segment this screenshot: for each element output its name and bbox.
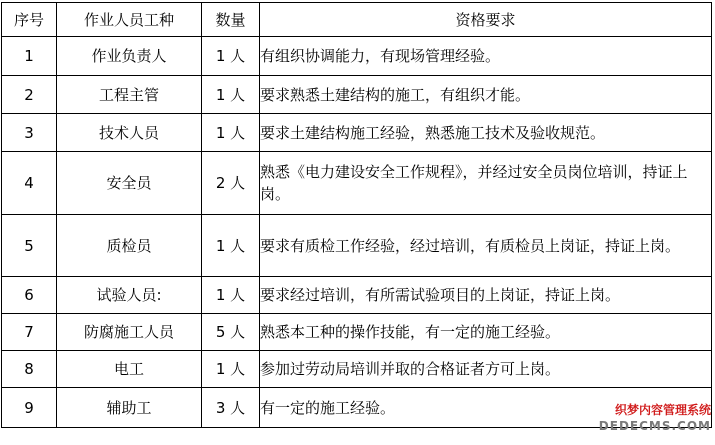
row-qty: 1 人: [202, 277, 260, 314]
row-requirement: 熟悉《电力建设安全工作规程》，并经过安全员岗位培训，持证上岗。: [260, 152, 712, 215]
row-qty: 1 人: [202, 76, 260, 114]
table-row: [2, 277, 712, 314]
row-requirement: 要求熟悉土建结构的施工，有组织才能。: [260, 76, 712, 114]
row-role: 技术人员: [57, 114, 202, 152]
table-row: [2, 351, 712, 388]
staff-qualification-table: [1, 2, 712, 428]
row-num: 4: [2, 152, 57, 215]
row-role: 质检员: [57, 215, 202, 277]
table-row: [2, 215, 712, 277]
row-requirement: 有一定的施工经验。: [260, 388, 712, 428]
row-requirement: 参加过劳动局培训并取的合格证者方可上岗。: [260, 351, 712, 388]
row-role: 试验人员:: [57, 277, 202, 314]
row-qty: 5 人: [202, 314, 260, 351]
row-qty: 1 人: [202, 37, 260, 76]
row-num: 8: [2, 351, 57, 388]
table-row: [2, 114, 712, 152]
row-requirement: 要求经过培训，有所需试验项目的上岗证，持证上岗。: [260, 277, 712, 314]
row-num: 2: [2, 76, 57, 114]
table-header-row: [2, 3, 712, 37]
row-role: 安全员: [57, 152, 202, 215]
row-role: 防腐施工人员: [57, 314, 202, 351]
table-row: [2, 37, 712, 76]
watermark-cn-text: 织梦内容管理系统: [614, 403, 711, 417]
header-qty: 数量: [202, 3, 260, 37]
header-num: 序号: [2, 3, 57, 37]
table-row: [2, 314, 712, 351]
header-requirements: 资格要求: [260, 3, 712, 37]
row-num: 9: [2, 388, 57, 428]
row-num: 6: [2, 277, 57, 314]
row-num: 7: [2, 314, 57, 351]
table-row: [2, 152, 712, 215]
row-qty: 1 人: [202, 215, 260, 277]
row-qty: 1 人: [202, 114, 260, 152]
row-role: 辅助工: [57, 388, 202, 428]
row-qty: 2 人: [202, 152, 260, 215]
row-num: 5: [2, 215, 57, 277]
table-row: [2, 76, 712, 114]
row-role: 作业负责人: [57, 37, 202, 76]
row-role: 工程主管: [57, 76, 202, 114]
row-requirement: 熟悉本工种的操作技能，有一定的施工经验。: [260, 314, 712, 351]
row-qty: 1 人: [202, 351, 260, 388]
row-requirement: 要求土建结构施工经验，熟悉施工技术及验收规范。: [260, 114, 712, 152]
header-role: 作业人员工种: [57, 3, 202, 37]
dedecms-watermark: [591, 402, 711, 442]
row-role: 电工: [57, 351, 202, 388]
row-num: 1: [2, 37, 57, 76]
watermark-en-text: DEDECMS.COM: [598, 419, 711, 433]
row-qty: 3 人: [202, 388, 260, 428]
row-num: 3: [2, 114, 57, 152]
row-requirement: 要求有质检工作经验，经过培训，有质检员上岗证，持证上岗。: [260, 215, 712, 277]
row-requirement: 有组织协调能力，有现场管理经验。: [260, 37, 712, 76]
